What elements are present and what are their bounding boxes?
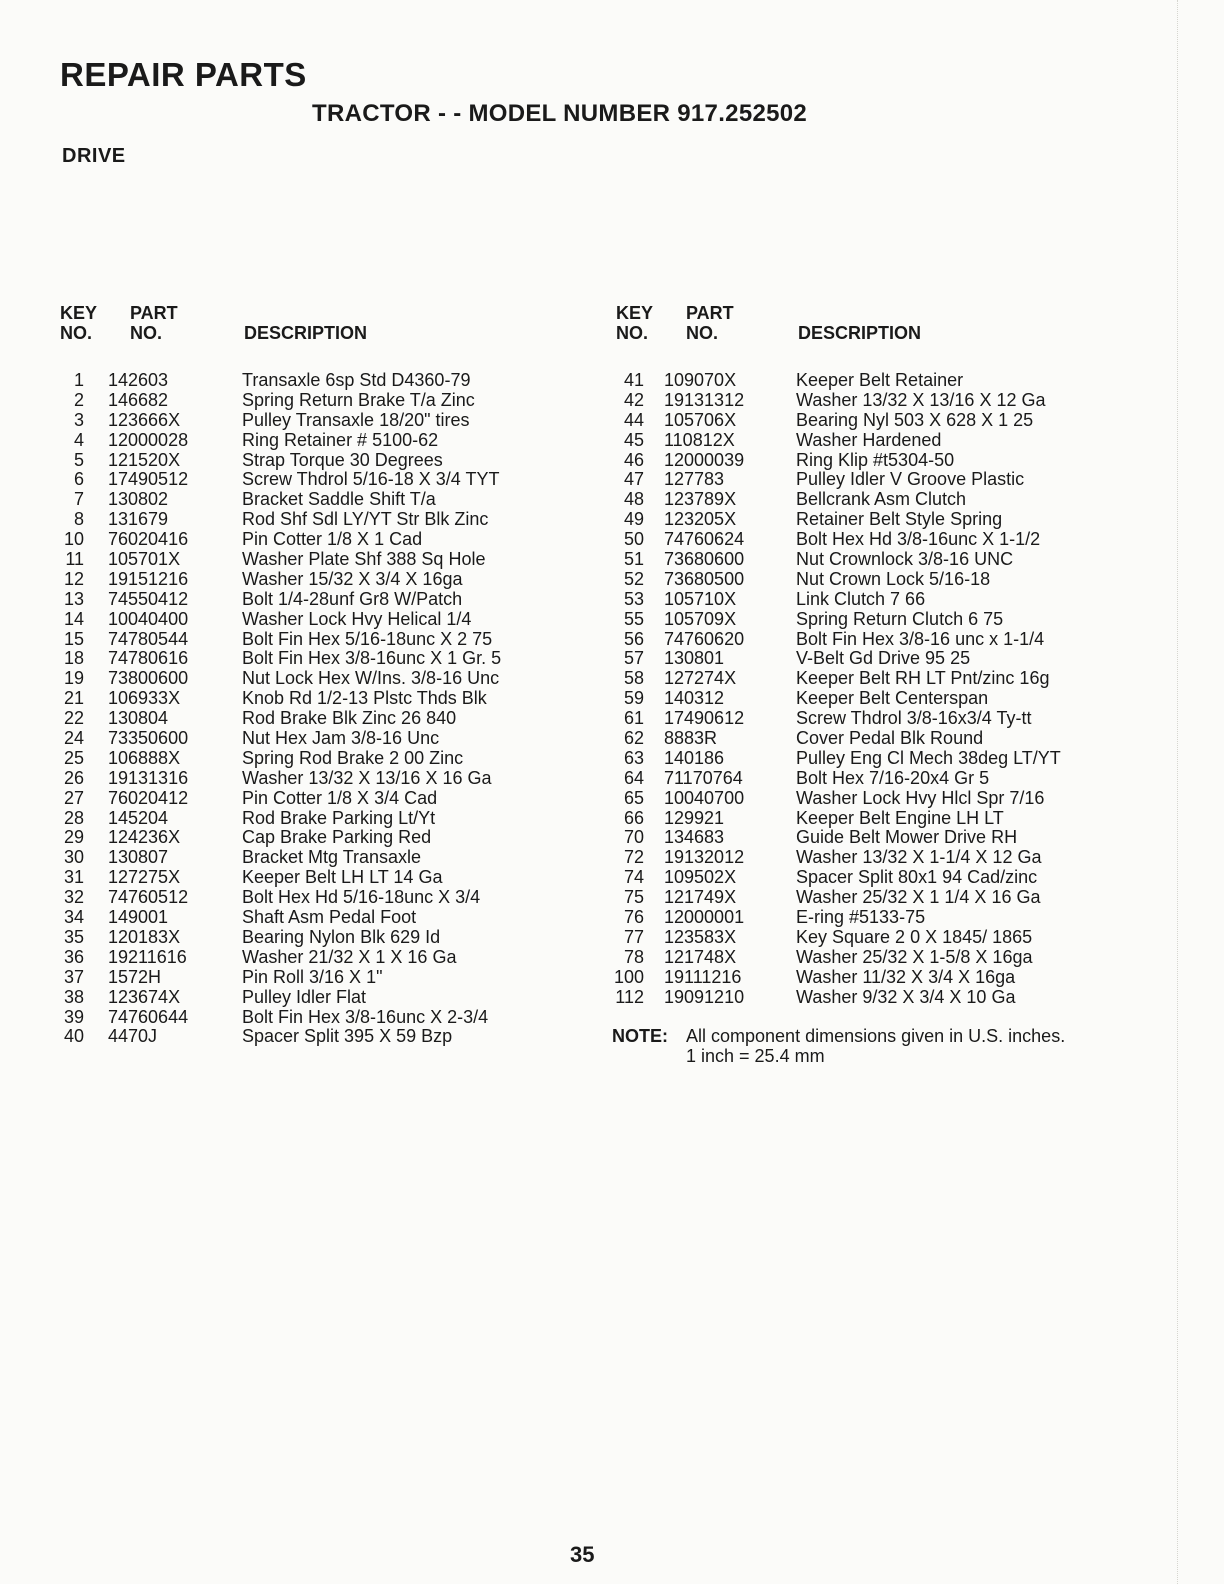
table-row xyxy=(58,907,618,927)
part-no: 71170764 xyxy=(664,767,743,788)
key-no: 50 xyxy=(623,529,644,550)
table-row xyxy=(58,629,618,649)
table-row xyxy=(612,509,1152,529)
part-no: 120183X xyxy=(108,926,181,947)
part-no: 109502X xyxy=(664,867,737,888)
description: Keeper Belt RH LT Pnt/zinc 16g xyxy=(796,668,1050,689)
table-row xyxy=(58,609,618,629)
key-no: 47 xyxy=(623,469,644,490)
part-no: 19211616 xyxy=(108,946,187,967)
table-row xyxy=(58,967,618,987)
key-no: 31 xyxy=(63,867,84,888)
key-no: 48 xyxy=(623,489,644,510)
table-row xyxy=(58,947,618,967)
part-no: 130804 xyxy=(108,708,169,729)
description: Washer 25/32 X 1-5/8 X 16ga xyxy=(796,946,1033,967)
part-no: 12000028 xyxy=(108,429,189,450)
table-row xyxy=(612,808,1152,828)
description: Pin Cotter 1/8 X 1 Cad xyxy=(242,529,423,550)
description: Spring Return Clutch 6 75 xyxy=(796,608,1004,629)
part-no: 8883R xyxy=(664,728,718,749)
table-row xyxy=(58,688,618,708)
table-row xyxy=(58,987,618,1007)
parts-table-left xyxy=(58,303,618,1047)
key-no: 22 xyxy=(63,708,84,729)
key-no: 12 xyxy=(63,568,84,589)
part-no: 130801 xyxy=(664,648,725,669)
description: Ring Retainer # 5100-62 xyxy=(242,429,439,450)
key-no: 18 xyxy=(63,648,84,669)
table-row xyxy=(58,430,618,450)
key-no: 58 xyxy=(623,668,644,689)
description: Washer 13/32 X 1-1/4 X 12 Ga xyxy=(796,847,1042,868)
table-row xyxy=(612,450,1152,470)
description: Link Clutch 7 66 xyxy=(796,588,926,609)
table-row xyxy=(612,430,1152,450)
part-no: 110812X xyxy=(664,429,735,450)
key-no: 100 xyxy=(613,966,644,987)
table-row xyxy=(58,410,618,430)
description: Bolt Hex Hd 3/8-16unc X 1-1/2 xyxy=(796,529,1041,550)
description: Bearing Nylon Blk 629 Id xyxy=(242,926,441,947)
table-row xyxy=(612,390,1152,410)
part-no: 73800600 xyxy=(108,668,189,689)
description: Pulley Idler V Groove Plastic xyxy=(796,469,1025,490)
part-no: 74760512 xyxy=(108,887,189,908)
table-row xyxy=(612,987,1152,1007)
description: Cap Brake Parking Red xyxy=(242,827,432,848)
table-row xyxy=(612,867,1152,887)
description: Pulley Transaxle 18/20" tires xyxy=(242,409,470,430)
key-no: 26 xyxy=(63,767,84,788)
table-row xyxy=(612,728,1152,748)
part-no: 105701X xyxy=(108,549,181,570)
table-row xyxy=(612,589,1152,609)
parts-rows-left xyxy=(58,370,618,1046)
part-no: 19151216 xyxy=(108,568,189,589)
description: Nut Lock Hex W/Ins. 3/8-16 Unc xyxy=(242,668,500,689)
table-row xyxy=(58,768,618,788)
part-no: 17490512 xyxy=(108,469,189,490)
key-no: 19 xyxy=(63,668,84,689)
table-row xyxy=(58,927,618,947)
table-row xyxy=(58,808,618,828)
part-no: 76020416 xyxy=(108,529,189,550)
key-no: 56 xyxy=(623,628,644,649)
part-no: 106888X xyxy=(108,747,181,768)
table-row xyxy=(612,947,1152,967)
part-no: 105706X xyxy=(664,409,737,430)
key-no: 10 xyxy=(63,529,84,550)
table-row xyxy=(58,827,618,847)
description: Rod Shf Sdl LY/YT Str Blk Zinc xyxy=(242,509,489,530)
table-row xyxy=(58,469,618,489)
part-no: 123666X xyxy=(108,409,181,430)
table-row xyxy=(58,549,618,569)
description: Guide Belt Mower Drive RH xyxy=(796,827,1018,848)
part-no: 73680600 xyxy=(664,549,745,570)
table-row xyxy=(58,450,618,470)
part-no: 10040400 xyxy=(108,608,189,629)
part-no: 19111216 xyxy=(664,966,742,987)
part-no: 19132012 xyxy=(664,847,745,868)
part-no: 131679 xyxy=(108,509,169,530)
part-no: 146682 xyxy=(108,389,169,410)
part-no: 129921 xyxy=(664,807,725,828)
key-no: 6 xyxy=(73,469,84,490)
description: V-Belt Gd Drive 95 25 xyxy=(796,648,971,669)
part-no: 19091210 xyxy=(664,986,745,1007)
part-no: 1572H xyxy=(108,966,162,987)
description: Transaxle 6sp Std D4360-79 xyxy=(242,370,471,390)
table-row xyxy=(612,708,1152,728)
key-no: 77 xyxy=(623,926,644,947)
key-no: 63 xyxy=(623,747,644,768)
key-no: 24 xyxy=(63,728,84,749)
table-row xyxy=(612,887,1152,907)
part-no: 73350600 xyxy=(108,728,189,749)
table-row xyxy=(58,509,618,529)
table-row xyxy=(612,549,1152,569)
key-no: 2 xyxy=(73,389,84,410)
part-no: 127783 xyxy=(664,469,725,490)
description: Retainer Belt Style Spring xyxy=(796,509,1003,530)
key-no: 42 xyxy=(623,389,644,410)
description: Keeper Belt Retainer xyxy=(796,370,964,390)
table-row xyxy=(58,589,618,609)
part-no: 12000039 xyxy=(664,449,745,470)
description: Bolt Hex 7/16-20x4 Gr 5 xyxy=(796,767,990,788)
description: Rod Brake Parking Lt/Yt xyxy=(242,807,436,828)
table-row xyxy=(612,609,1152,629)
table-row xyxy=(612,569,1152,589)
key-no: 1 xyxy=(73,370,84,390)
key-no: 59 xyxy=(623,688,644,709)
description: Bolt Hex Hd 5/16-18unc X 3/4 xyxy=(242,887,481,908)
table-row xyxy=(58,788,618,808)
page-number: 35 xyxy=(570,1542,595,1567)
key-no: 13 xyxy=(63,588,84,609)
part-no: 130807 xyxy=(108,847,169,868)
part-no: 105710X xyxy=(664,588,737,609)
description: Washer 11/32 X 3/4 X 16ga xyxy=(796,966,1016,987)
key-no: 46 xyxy=(623,449,644,470)
description: Nut Hex Jam 3/8-16 Unc xyxy=(242,728,440,749)
table-row xyxy=(58,648,618,668)
model-subtitle: TRACTOR - - MODEL NUMBER 917.252502 xyxy=(312,100,808,127)
note xyxy=(612,1026,1066,1066)
description: Spring Rod Brake 2 00 Zinc xyxy=(242,747,464,768)
description: Bolt Fin Hex 3/8-16 unc x 1-1/4 xyxy=(796,628,1045,649)
parts-table-right xyxy=(612,303,1152,1007)
parts-rows-right xyxy=(612,370,1152,1007)
part-no: 4470J xyxy=(108,1026,158,1047)
part-no: 105709X xyxy=(664,608,737,629)
key-no-header: KEY NO. xyxy=(60,303,98,343)
key-no: 44 xyxy=(623,409,644,430)
description: Bolt Fin Hex 5/16-18unc X 2 75 xyxy=(242,628,493,649)
key-no: 51 xyxy=(623,549,644,570)
key-no: 52 xyxy=(623,568,644,589)
part-no: 12000001 xyxy=(664,907,745,928)
description: Pin Roll 3/16 X 1" xyxy=(242,966,383,987)
description: Bolt 1/4-28unf Gr8 W/Patch xyxy=(242,588,463,609)
description: Bracket Saddle Shift T/a xyxy=(242,489,436,510)
key-no: 53 xyxy=(623,588,644,609)
table-row xyxy=(612,629,1152,649)
part-no: 140186 xyxy=(664,747,725,768)
table-row xyxy=(612,927,1152,947)
table-row xyxy=(612,529,1152,549)
description: Bellcrank Asm Clutch xyxy=(796,489,967,510)
description: Screw Thdrol 3/8-16x3/4 Ty-tt xyxy=(796,708,1032,729)
part-no: 121749X xyxy=(664,887,737,908)
table-header xyxy=(58,303,618,347)
key-no: 29 xyxy=(63,827,84,848)
description-header: DESCRIPTION xyxy=(798,323,922,343)
description: Keeper Belt Engine LH LT xyxy=(796,807,1004,828)
table-row xyxy=(58,867,618,887)
part-no: 142603 xyxy=(108,370,169,390)
part-no: 121520X xyxy=(108,449,181,470)
description: Washer Lock Hvy Helical 1/4 xyxy=(242,608,472,629)
key-no: 30 xyxy=(63,847,84,868)
table-row xyxy=(612,907,1152,927)
part-no: 145204 xyxy=(108,807,169,828)
description: Washer 21/32 X 1 X 16 Ga xyxy=(242,946,457,967)
key-no: 41 xyxy=(623,370,644,390)
table-row xyxy=(612,469,1152,489)
description: Spacer Split 80x1 94 Cad/zinc xyxy=(796,867,1038,888)
description: Washer Plate Shf 388 Sq Hole xyxy=(242,549,486,570)
part-no: 127275X xyxy=(108,867,181,888)
part-no-header: PART NO. xyxy=(130,303,178,343)
page-edge xyxy=(1176,0,1178,1584)
description: Knob Rd 1/2-13 Plstc Thds Blk xyxy=(242,688,487,709)
key-no: 40 xyxy=(63,1026,84,1047)
part-no: 109070X xyxy=(664,370,737,390)
table-row xyxy=(58,569,618,589)
description: Spring Return Brake T/a Zinc xyxy=(242,389,475,410)
key-no: 21 xyxy=(63,688,84,709)
part-no: 76020412 xyxy=(108,787,189,808)
description: Washer Hardened xyxy=(796,429,942,450)
part-no: 74760644 xyxy=(108,1006,189,1027)
table-row xyxy=(58,529,618,549)
part-no: 123789X xyxy=(664,489,737,510)
key-no: 27 xyxy=(63,787,84,808)
key-no: 57 xyxy=(623,648,644,669)
key-no: 36 xyxy=(63,946,84,967)
description: Ring Klip #t5304-50 xyxy=(796,449,955,470)
description: Washer 25/32 X 1 1/4 X 16 Ga xyxy=(796,887,1041,908)
note-label: NOTE: xyxy=(612,1026,668,1046)
note-text: All component dimensions given in U.S. inches. xyxy=(686,1026,1066,1046)
table-row xyxy=(58,847,618,867)
part-no: 74760620 xyxy=(664,628,745,649)
part-no: 134683 xyxy=(664,827,725,848)
key-no: 37 xyxy=(63,966,84,987)
description: Washer 15/32 X 3/4 X 16ga xyxy=(242,568,463,589)
key-no: 45 xyxy=(623,429,644,450)
part-no: 106933X xyxy=(108,688,181,709)
part-no: 10040700 xyxy=(664,787,745,808)
description: Bolt Fin Hex 3/8-16unc X 2-3/4 xyxy=(242,1006,489,1027)
key-no: 76 xyxy=(623,907,644,928)
description: Keeper Belt LH LT 14 Ga xyxy=(242,867,443,888)
part-no: 149001 xyxy=(108,907,169,928)
key-no: 61 xyxy=(623,708,644,729)
description: Keeper Belt Centerspan xyxy=(796,688,989,709)
table-row xyxy=(58,748,618,768)
key-no: 3 xyxy=(73,409,84,430)
part-no: 17490612 xyxy=(664,708,745,729)
key-no: 55 xyxy=(623,608,644,629)
description: Bracket Mtg Transaxle xyxy=(242,847,422,868)
key-no: 74 xyxy=(623,867,644,888)
description: Strap Torque 30 Degrees xyxy=(242,449,443,470)
part-no: 123674X xyxy=(108,986,181,1007)
description: E-ring #5133-75 xyxy=(796,907,926,928)
table-row xyxy=(612,847,1152,867)
part-no: 123583X xyxy=(664,926,737,947)
key-no: 112 xyxy=(615,986,644,1007)
key-no: 66 xyxy=(623,807,644,828)
key-no: 75 xyxy=(623,887,644,908)
part-no: 127274X xyxy=(664,668,737,689)
table-row xyxy=(58,1007,618,1027)
table-row xyxy=(58,668,618,688)
part-no: 73680500 xyxy=(664,568,745,589)
key-no: 11 xyxy=(65,549,84,570)
description: Washer 13/32 X 13/16 X 16 Ga xyxy=(242,767,492,788)
description: Cover Pedal Blk Round xyxy=(796,728,984,749)
description: Nut Crown Lock 5/16-18 xyxy=(796,568,991,589)
table-row xyxy=(612,648,1152,668)
part-no: 74780544 xyxy=(108,628,189,649)
description-header: DESCRIPTION xyxy=(244,323,368,343)
key-no: 5 xyxy=(73,449,84,470)
description: Rod Brake Blk Zinc 26 840 xyxy=(242,708,457,729)
key-no: 25 xyxy=(63,747,84,768)
description: Spacer Split 395 X 59 Bzp xyxy=(242,1026,453,1047)
key-no-header: KEY NO. xyxy=(616,303,654,343)
part-no: 123205X xyxy=(664,509,737,530)
key-no: 15 xyxy=(63,628,84,649)
section-title: DRIVE xyxy=(62,145,126,167)
key-no: 4 xyxy=(73,429,84,450)
part-no: 19131312 xyxy=(664,389,745,410)
key-no: 14 xyxy=(63,608,84,629)
description: Pin Cotter 1/8 X 3/4 Cad xyxy=(242,787,438,808)
description: Pulley Idler Flat xyxy=(242,986,367,1007)
page-title: REPAIR PARTS xyxy=(60,56,307,93)
description: Washer Lock Hvy Hlcl Spr 7/16 xyxy=(796,787,1045,808)
table-row xyxy=(612,668,1152,688)
description: Screw Thdrol 5/16-18 X 3/4 TYT xyxy=(242,469,500,490)
key-no: 62 xyxy=(623,728,644,749)
note-conversion: 1 inch = 25.4 mm xyxy=(686,1046,825,1066)
description: Nut Crownlock 3/8-16 UNC xyxy=(796,549,1014,570)
key-no: 38 xyxy=(63,986,84,1007)
key-no: 72 xyxy=(623,847,644,868)
key-no: 39 xyxy=(63,1006,84,1027)
part-no: 121748X xyxy=(664,946,737,967)
part-no: 124236X xyxy=(108,827,181,848)
description: Bearing Nyl 503 X 628 X 1 25 xyxy=(796,409,1034,430)
table-row xyxy=(58,390,618,410)
part-no: 74550412 xyxy=(108,588,189,609)
key-no: 49 xyxy=(623,509,644,530)
key-no: 78 xyxy=(623,946,644,967)
part-no: 74760624 xyxy=(664,529,745,550)
table-row xyxy=(612,370,1152,390)
key-no: 64 xyxy=(623,767,644,788)
part-no: 130802 xyxy=(108,489,169,510)
table-row xyxy=(58,370,618,390)
key-no: 35 xyxy=(63,926,84,947)
key-no: 7 xyxy=(73,489,84,510)
part-no: 19131316 xyxy=(108,767,189,788)
description: Washer 13/32 X 13/16 X 12 Ga xyxy=(796,389,1046,410)
table-row xyxy=(612,827,1152,847)
table-row xyxy=(612,748,1152,768)
table-row xyxy=(612,489,1152,509)
key-no: 65 xyxy=(623,787,644,808)
description: Shaft Asm Pedal Foot xyxy=(242,907,417,928)
table-header xyxy=(612,303,1152,347)
key-no: 28 xyxy=(63,807,84,828)
table-row xyxy=(58,489,618,509)
key-no: 70 xyxy=(623,827,644,848)
table-row xyxy=(58,708,618,728)
table-row xyxy=(612,410,1152,430)
description: Key Square 2 0 X 1845/ 1865 xyxy=(796,926,1033,947)
table-row xyxy=(612,768,1152,788)
part-no: 140312 xyxy=(664,688,725,709)
table-row xyxy=(612,688,1152,708)
table-row xyxy=(58,1026,618,1046)
description: Bolt Fin Hex 3/8-16unc X 1 Gr. 5 xyxy=(242,648,502,669)
part-no-header: PART NO. xyxy=(686,303,734,343)
key-no: 34 xyxy=(63,907,84,928)
part-no: 74780616 xyxy=(108,648,189,669)
table-row xyxy=(612,967,1152,987)
table-row xyxy=(612,788,1152,808)
key-no: 32 xyxy=(63,887,84,908)
table-row xyxy=(58,887,618,907)
description: Washer 9/32 X 3/4 X 10 Ga xyxy=(796,986,1016,1007)
table-row xyxy=(58,728,618,748)
description: Pulley Eng Cl Mech 38deg LT/YT xyxy=(796,747,1061,768)
key-no: 8 xyxy=(73,509,84,530)
